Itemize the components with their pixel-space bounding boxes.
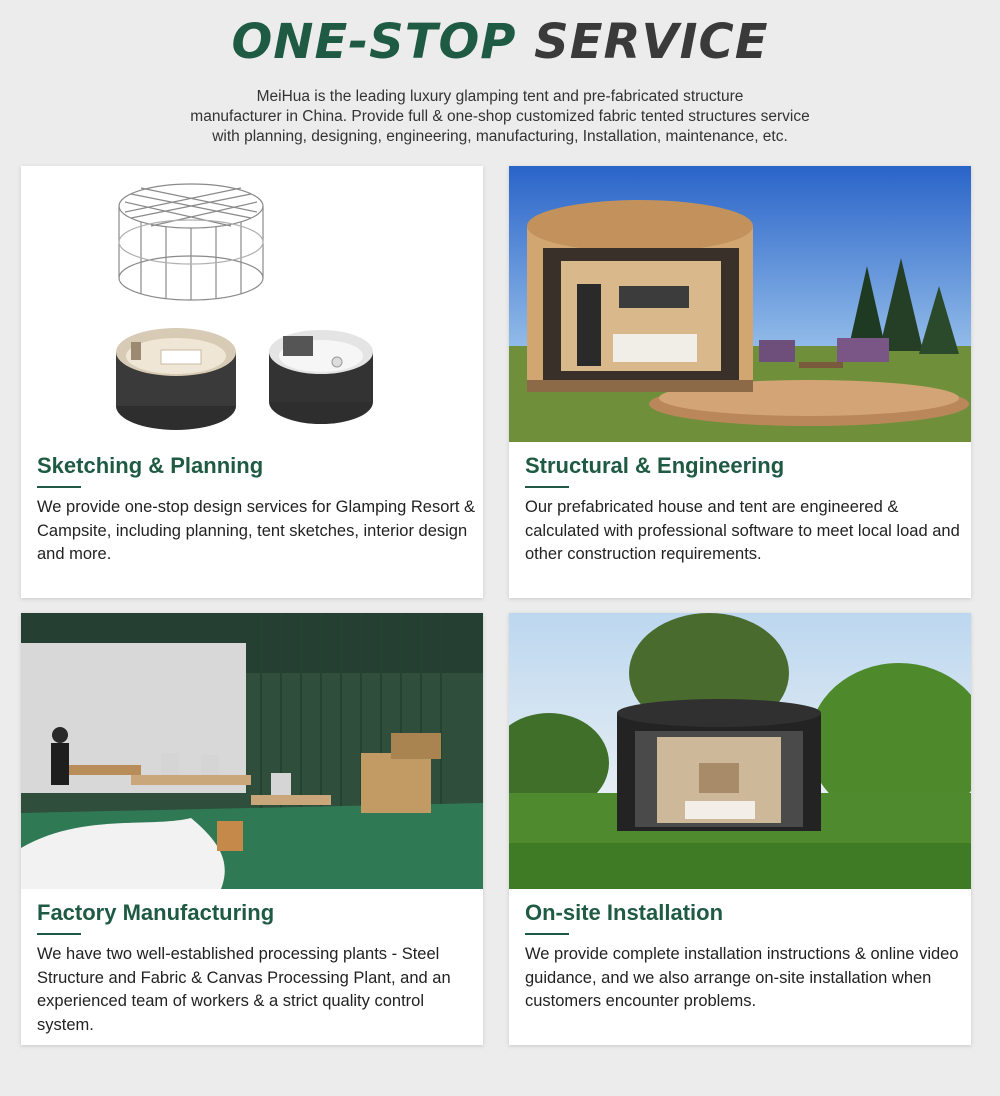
card-structural-engineering <box>509 166 971 598</box>
card-text: Our prefabricated house and tent are engineered & calculated with professional software to meet local load and other construction requirements. <box>525 498 960 563</box>
title-part2: SERVICE <box>534 14 769 70</box>
card-text: We provide complete installation instructions & online video guidance, and we also arrange on-site installation when customers encounter problems. <box>525 945 959 1010</box>
intro-line: MeiHua is the leading luxury glamping tent and pre-fabricated structure <box>256 88 744 105</box>
installation-photo <box>509 613 971 889</box>
card-title: On-site Installation <box>525 900 724 925</box>
title-underline <box>37 933 81 935</box>
card-onsite-installation <box>509 613 971 1045</box>
card-factory-manufacturing <box>21 613 483 1045</box>
title-part1: ONE-STOP <box>231 14 517 70</box>
card-text: We have two well-established processing plants - Steel Structure and Fabric & Canvas Processing Plant, and an experienced team of workers & a strict quality control system. <box>37 945 451 1034</box>
title-underline <box>525 933 569 935</box>
intro-line: manufacturer in China. Provide full & one-shop customized fabric tented structures service <box>190 108 810 125</box>
intro-line: with planning, designing, engineering, manufacturing, Installation, maintenance, etc. <box>212 128 788 145</box>
card-title: Structural & Engineering <box>525 453 785 478</box>
sketch-illustration <box>21 166 483 442</box>
title-underline <box>37 486 81 488</box>
card-title: Sketching & Planning <box>37 453 264 478</box>
pod-house-photo <box>509 166 971 442</box>
factory-photo <box>21 613 483 889</box>
title-underline <box>525 486 569 488</box>
page-title <box>0 14 1000 70</box>
card-text: We provide one-stop design services for Glamping Resort & Campsite, including planning, tent sketches, interior design and more. <box>37 498 476 563</box>
card-title: Factory Manufacturing <box>37 900 275 925</box>
card-sketching-planning <box>21 166 483 598</box>
intro-text <box>150 87 850 147</box>
